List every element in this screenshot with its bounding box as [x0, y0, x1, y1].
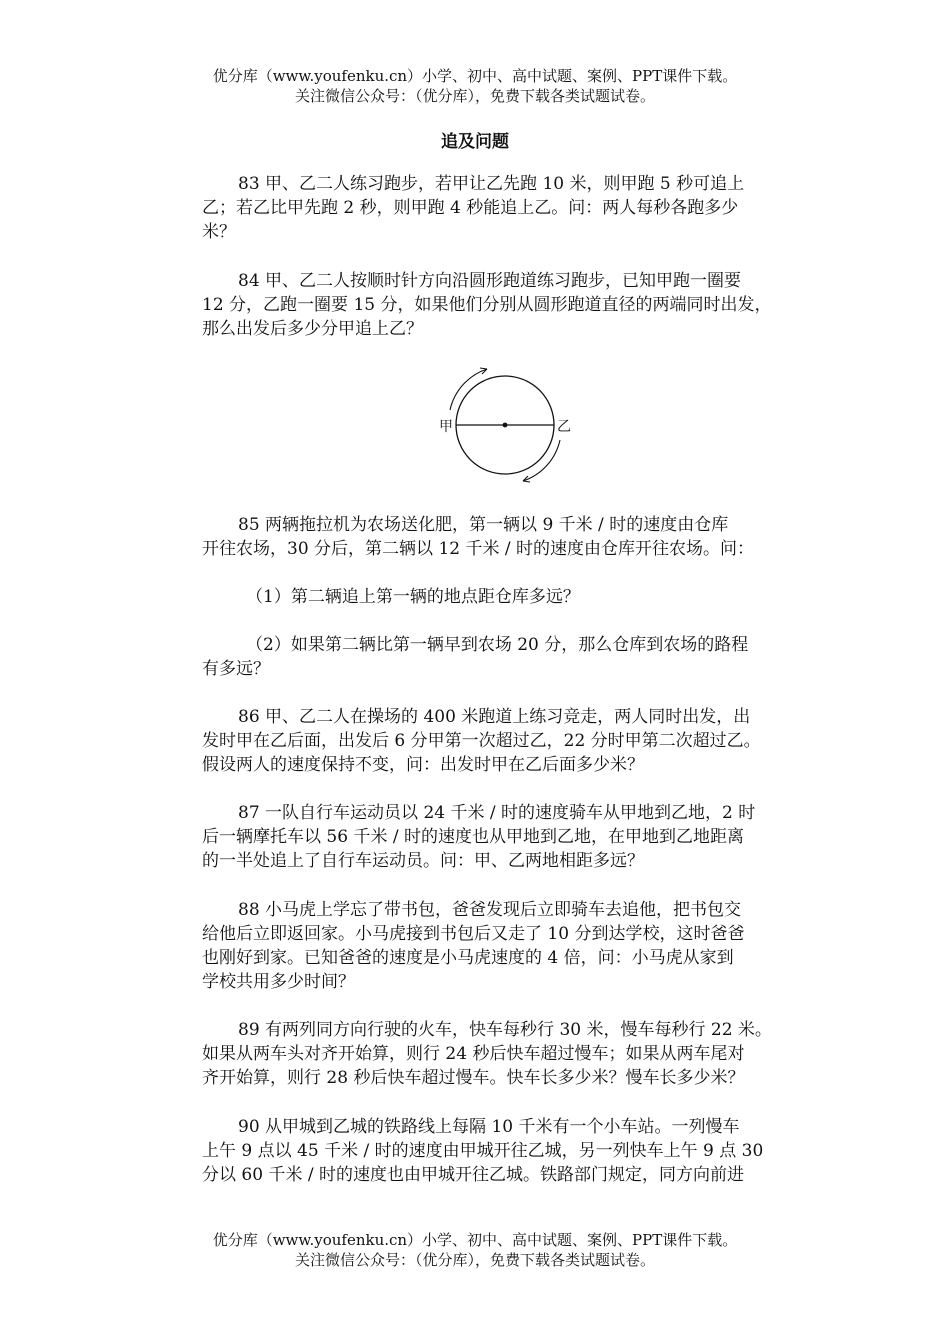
problem-85-line: 开往农场，30 分后，第二辆以 12 千米 / 时的速度由仓库开往农场。问：: [202, 539, 755, 559]
clockwise-arrow-bottom: [523, 440, 560, 481]
problem-89-line: 齐开始算，则行 28 秒后快车超过慢车。快车长多少米？慢车长多少米？: [202, 1068, 745, 1088]
problem-88-line: 给他后立即返回家。小马虎接到书包后又走了 10 分到达学校，这时爸爸: [202, 924, 745, 944]
problem-85-line: 85 两辆拖拉机为农场送化肥，第一辆以 9 千米 / 时的速度由仓库: [238, 515, 729, 535]
footer-line-2: 关注微信公众号：（优分库），免费下载各类试题试卷。: [294, 1251, 655, 1269]
label-jia: 甲: [439, 419, 453, 435]
problem-87-line: 87 一队自行车运动员以 24 千米 / 时的速度骑车从甲地到乙地，2 时: [238, 803, 756, 823]
circular-track-diagram: [430, 360, 590, 490]
problem-83: [202, 172, 820, 244]
problem-86-line: 假设两人的速度保持不变，问：出发时甲在乙后面多少米？: [202, 755, 644, 775]
problem-86-line: 发时甲在乙后面，出发后 6 分甲第一次超过乙，22 分时甲第二次超过乙。: [202, 731, 761, 751]
problem-85-part-1-line: （1）第二辆追上第一辆的地点距仓库多远？: [246, 587, 580, 607]
problem-88-line: 88 小马虎上学忘了带书包，爸爸发现后立即骑车去追他，把书包交: [238, 900, 742, 920]
problem-87: [202, 801, 820, 873]
problem-90-line: 分以 60 千米 / 时的速度也由甲城开往乙城。铁路部门规定，同方向前进: [202, 1165, 744, 1185]
problem-84-line: 84 甲、乙二人按顺时针方向沿圆形跑道练习跑步，已知甲跑一圈要: [238, 271, 742, 291]
label-yi: 乙: [557, 419, 571, 435]
problem-84-line: 那么出发后多少分甲追上乙？: [202, 319, 423, 339]
problem-85-part-2: [202, 633, 820, 681]
header-line-1: 优分库（www.youfenku.cn）小学、初中、高中试题、案例、PPT课件下载。: [212, 67, 738, 85]
problem-86-line: 86 甲、乙二人在操场的 400 米跑道上练习竞走，两人同时出发，出: [238, 707, 751, 727]
problem-87-line: 后一辆摩托车以 56 千米 / 时的速度也从甲地到乙地，在甲地到乙地距离: [202, 827, 744, 847]
track-center-dot: [503, 423, 508, 428]
page-header: [0, 66, 950, 106]
problem-85-part-2-line: （2）如果第二辆比第一辆早到农场 20 分，那么仓库到农场的路程: [246, 635, 749, 655]
problem-88-line: 也刚好到家。已知爸爸的速度是小马虎速度的 4 倍，问：小马虎从家到: [202, 948, 734, 968]
footer-line-1: 优分库（www.youfenku.cn）小学、初中、高中试题、案例、PPT课件下载。: [212, 1231, 738, 1249]
problem-89-line: 如果从两车头对齐开始算，则行 24 秒后快车超过慢车；如果从两车尾对: [202, 1044, 745, 1064]
problem-83-line: 83 甲、乙二人练习跑步，若甲让乙先跑 10 米，则甲跑 5 秒可追上: [238, 174, 745, 194]
problem-90-line: 上午 9 点以 45 千米 / 时的速度由甲城开往乙城，另一列快车上午 9 点 30: [202, 1141, 764, 1161]
problem-87-line: 的一半处追上了自行车运动员。问：甲、乙两地相距多远？: [202, 851, 644, 871]
problem-89-line: 89 有两列同方向行驶的火车，快车每秒行 30 米，慢车每秒行 22 米。: [238, 1020, 772, 1040]
page-title: 追及问题: [441, 132, 509, 152]
page-footer: [0, 1230, 950, 1270]
problem-90: [202, 1115, 820, 1187]
problem-84: [202, 269, 820, 341]
problem-89: [202, 1018, 820, 1090]
problem-83-line: 米？: [202, 222, 236, 242]
problem-85: [202, 513, 820, 561]
problem-85-part-2-line: 有多远？: [202, 659, 270, 679]
header-line-2: 关注微信公众号：（优分库），免费下载各类试题试卷。: [294, 87, 655, 105]
problem-90-line: 90 从甲城到乙城的铁路线上每隔 10 千米有一个小车站。一列慢车: [238, 1117, 740, 1137]
problem-85-part-1: [202, 585, 820, 609]
problem-86: [202, 705, 820, 777]
problem-84-line: 12 分，乙跑一圈要 15 分，如果他们分别从圆形跑道直径的两端同时出发，: [202, 295, 772, 315]
problem-88-line: 学校共用多少时间？: [202, 972, 355, 992]
problem-83-line: 乙；若乙比甲先跑 2 秒，则甲跑 4 秒能追上乙。问：两人每秒各跑多少: [202, 198, 739, 218]
clockwise-arrow-top: [450, 369, 487, 410]
problem-88: [202, 898, 820, 994]
